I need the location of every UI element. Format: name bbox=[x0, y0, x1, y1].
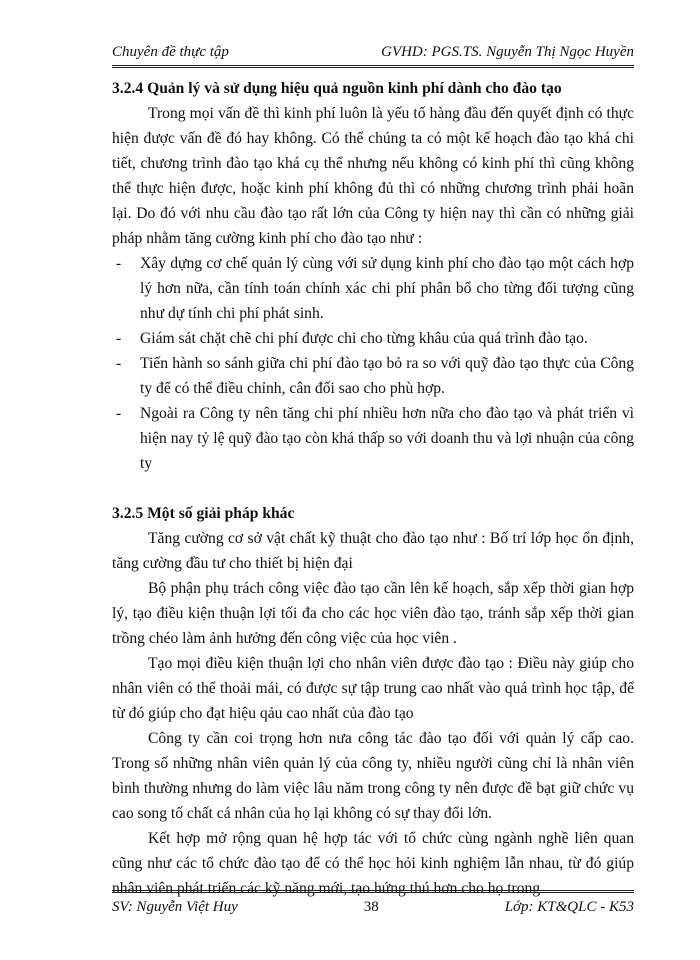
footer-class: Lớp: KT&QLC - K53 bbox=[504, 899, 634, 915]
spacer bbox=[112, 476, 634, 501]
body-paragraph: Bộ phận phụ trách công việc đào tạo cần lên kế hoạch, sắp xếp thời gian hợp lý, tạo điều kiện thuận lợi tối đa cho các học viên đào tạo, tránh sắp xếp thời gian trồng chéo làm ảnh hưởng đến công việc của học viên . bbox=[112, 580, 634, 647]
section-heading-3-2-4: 3.2.4 Quản lý và sử dụng hiệu quả nguồn kinh phí dành cho đào tạo bbox=[112, 80, 562, 97]
page-number: 38 bbox=[363, 899, 379, 915]
body-paragraph: Tạo mọi điều kiện thuận lợi cho nhân viên được đào tạo : Điều này giúp cho nhân viên có thể thoải mái, có được sự tập trung cao nhất vào quá trình học tập, để từ đó giúp cho đạt hiệu qảu cao nhất của đào tạo bbox=[112, 655, 634, 722]
body-paragraph: Công ty cần coi trọng hơn nưa công tác đào tạo đối với quản lý cấp cao. Trong số những nhân viên quản lý của công ty, nhiều người cũng chỉ là nhân viên bình thường nhưng do làm việc lâu năm trong công ty nên được đề bạt giữ chức vụ cao song tố chất cá nhân của họ lại không có sự thay đổi lớn. bbox=[112, 730, 634, 822]
list-item: - Ngoài ra Công ty nên tăng chi phí nhiều hơn nữa cho đào tạo và phát triển vì hiện nay tỷ lệ quỹ đào tạo còn khá thấp so với doanh thu và lợi nhuận của công ty bbox=[112, 401, 634, 476]
list-item: - Xây dựng cơ chế quản lý cùng với sử dụng kinh phí cho đào tạo một cách hợp lý hơn nữa, cần tính toán chính xác chi phí phân bổ cho từng đối tượng cũng như dự tính chi phí phát sinh. bbox=[112, 251, 634, 326]
footer-student: SV: Nguyễn Việt Huy bbox=[112, 899, 238, 915]
page-footer bbox=[112, 890, 634, 916]
page-header bbox=[112, 44, 634, 68]
section-intro-paragraph: Trong mọi vấn đề thì kinh phí luôn là yếu tố hàng đầu đến quyết định có thực hiện được vấn đề đó hay không. Có thể chúng ta có một kế hoạch đào tạo khá chi tiết, chương trình đào tạo khá cụ thể nhưng nếu không có kinh phí thì cũng không thể thực hiện được, hoặc kinh phí không đủ thì có những chương trình phải hoãn lại. Do đó với nhu cầu đào tạo rất lớn của Công ty hiện nay thì cần có những giải pháp nhằm tăng cường kinh phí cho đào tạo như : bbox=[112, 105, 634, 247]
header-right: GVHD: PGS.TS. Nguyễn Thị Ngọc Huyền bbox=[381, 44, 634, 60]
body-paragraph: Tăng cường cơ sở vật chất kỹ thuật cho đào tạo như : Bố trí lớp học ổn định, tăng cường đầu tư cho thiết bị hiện đại bbox=[112, 530, 634, 572]
header-left: Chuyên đề thực tập bbox=[112, 44, 229, 60]
section-heading-3-2-5: 3.2.5 Một số giải pháp khác bbox=[112, 505, 295, 522]
measures-list bbox=[112, 251, 634, 476]
page-content bbox=[112, 76, 634, 901]
body-paragraph: Kết hợp mở rộng quan hệ hợp tác với tổ chức cùng ngành nghề liên quan cũng như các tổ chức đào tạo để có thể học hỏi kinh nghiệm lẫn nhau, từ đó giúp nhân viên phát triển các kỹ năng mới, tạo hứng thú hơn cho họ trong bbox=[112, 830, 634, 897]
list-item: - Tiến hành so sánh giữa chi phí đào tạo bỏ ra so với quỹ đào tạo thực của Công ty để có thể điều chỉnh, cân đối sao cho phù hợp. bbox=[112, 351, 634, 401]
list-item: - Giám sát chặt chẽ chi phí được chi cho từng khâu của quá trình đào tạo. bbox=[112, 326, 634, 351]
